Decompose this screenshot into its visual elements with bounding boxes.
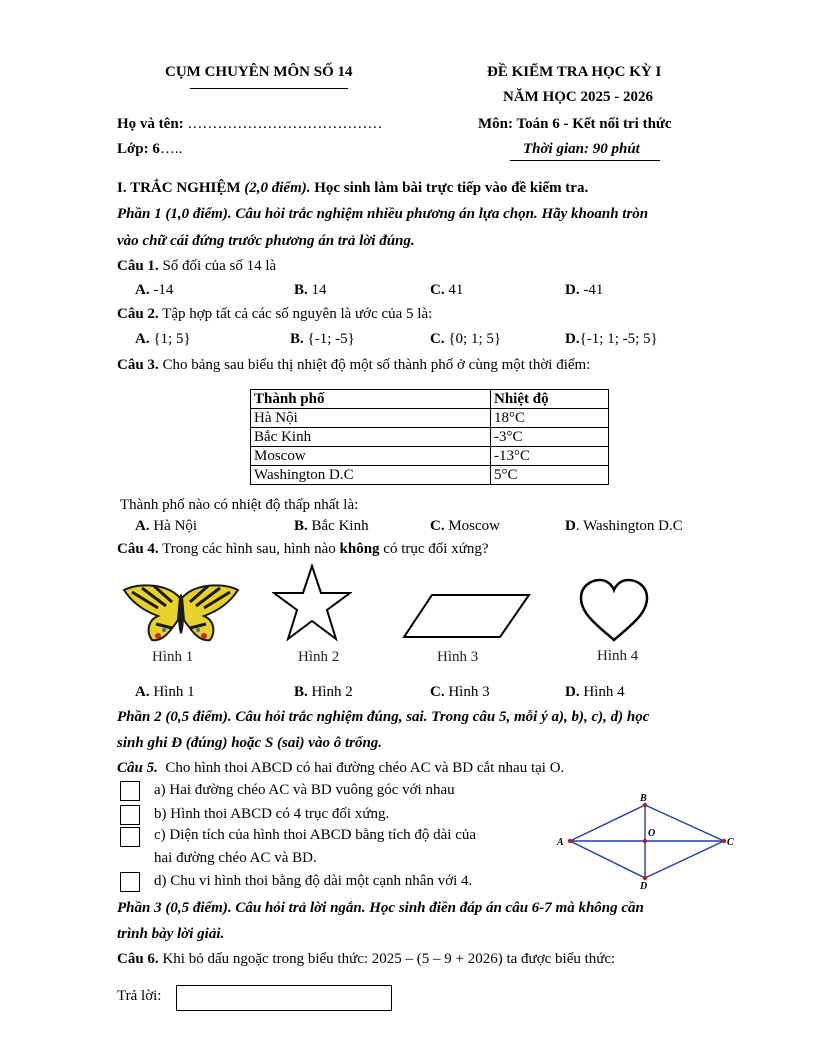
answer-label: Trả lời: [117, 988, 162, 1004]
q5-item-d: d) Chu vi hình thoi bằng độ dài một cạnh nhân với 4. [154, 873, 473, 889]
figure-caption-1: Hình 1 [152, 649, 194, 665]
q3-question: Thành phố nào có nhiệt độ thấp nhất là: [120, 497, 359, 513]
answer-box-b[interactable] [120, 805, 140, 825]
answer-box-d[interactable] [120, 872, 140, 892]
exam-time: Thời gian: 90 phút [523, 141, 640, 157]
school-group-title: CỤM CHUYÊN MÔN SỐ 14 [165, 64, 353, 80]
q2-option-a[interactable]: A. {1; 5} [135, 331, 191, 347]
time-underline [510, 160, 660, 161]
q2-option-b[interactable]: B. {-1; -5} [290, 331, 355, 347]
q2-option-c[interactable]: C. {0; 1; 5} [430, 331, 502, 347]
q4-option-b[interactable]: B. Hình 2 [294, 684, 353, 700]
part3-instruction-2: trình bày lời giải. [117, 926, 225, 942]
subject: Môn: Toán 6 - Kết nối tri thức [478, 116, 672, 132]
point-label-a: A [557, 837, 564, 848]
q5-item-c: c) Diện tích của hình thoi ABCD bằng tích độ dài của [154, 827, 477, 843]
section1-title: I. TRẮC NGHIỆM (2,0 điểm). Học sinh làm bài trực tiếp vào đề kiểm tra. [117, 180, 589, 196]
name-dots: ………………………………… [187, 116, 383, 132]
table-header-row [251, 390, 609, 409]
question-4: Câu 4. Trong các hình sau, hình nào không có trục đối xứng? [117, 541, 489, 557]
table-row: Moscow -13°C [251, 447, 609, 466]
table-header: Nhiệt độ [491, 390, 609, 409]
name-label: Họ và tên: [117, 116, 184, 132]
parallelogram-figure [402, 591, 532, 641]
title-underline [190, 88, 348, 89]
student-name-line[interactable] [117, 116, 382, 133]
figure-caption-2: Hình 2 [298, 649, 340, 665]
class-dots: ….. [159, 141, 183, 157]
answer-box-c[interactable] [120, 827, 140, 847]
figure-caption-4: Hình 4 [597, 648, 639, 664]
q4-option-a[interactable]: A. Hình 1 [135, 684, 195, 700]
part1-instruction-1: Phần 1 (1,0 điểm). Câu hỏi trắc nghiệm nhiều phương án lựa chọn. Hãy khoanh tròn [117, 206, 649, 222]
figure-caption-3: Hình 3 [437, 649, 479, 665]
table-row: Hà Nội 18°C [251, 409, 609, 428]
part3-instruction-1: Phần 3 (0,5 điểm). Câu hỏi trả lời ngắn. Học sinh điền đáp án câu 6-7 mà không cần [117, 900, 644, 916]
part2-instruction-1: Phần 2 (0,5 điểm). Câu hỏi trắc nghiệm đúng, sai. Trong câu 5, mỗi ý a), b), c), d) học [117, 709, 650, 725]
q5-item-b: b) Hình thoi ABCD có 4 trục đối xứng. [154, 806, 390, 822]
q3-option-d[interactable]: D. Washington D.C [565, 518, 683, 534]
q3-option-b[interactable]: B. Bắc Kinh [294, 518, 369, 534]
table-header: Thành phố [251, 390, 491, 409]
answer-input-box[interactable] [176, 985, 392, 1011]
q1-option-d[interactable]: D. -41 [565, 282, 604, 298]
q3-option-c[interactable]: C. Moscow [430, 518, 501, 534]
table-row: Washington D.C 5°C [251, 466, 609, 485]
heart-figure [578, 578, 650, 644]
q4-option-c[interactable]: C. Hình 3 [430, 684, 490, 700]
point-label-d: D [640, 881, 648, 892]
question-1: Câu 1. Số đối của số 14 là [117, 258, 277, 274]
part2-instruction-2: sinh ghi Đ (đúng) hoặc S (sai) vào ô trống. [117, 735, 383, 751]
school-year: NĂM HỌC 2025 - 2026 [503, 89, 653, 105]
q2-option-d[interactable]: D.{-1; 1; -5; 5} [565, 331, 658, 347]
expression: 2025 – (5 – 9 + 2026) [371, 951, 503, 967]
temperature-table [250, 389, 609, 485]
question-2: Câu 2. Tập hợp tất cả các số nguyên là ước của 5 là: [117, 306, 433, 322]
answer-box-a[interactable] [120, 781, 140, 801]
point-label-o: O [648, 828, 656, 839]
q1-option-b[interactable]: B. 14 [294, 282, 327, 298]
table-row: Bắc Kinh -3°C [251, 428, 609, 447]
q1-option-a[interactable]: A. -14 [135, 282, 174, 298]
butterfly-figure [118, 580, 244, 648]
point-label-b: B [640, 793, 647, 804]
q3-option-a[interactable]: A. Hà Nội [135, 518, 198, 534]
q1-option-c[interactable]: C. 41 [430, 282, 464, 298]
rhombus-diagram [550, 792, 740, 892]
part1-instruction-2: vào chữ cái đứng trước phương án trả lời đúng. [117, 233, 415, 249]
q4-option-d[interactable]: D. Hình 4 [565, 684, 625, 700]
q5-item-a: a) Hai đường chéo AC và BD vuông góc với nhau [154, 782, 455, 798]
star-figure [272, 563, 352, 643]
class-label: Lớp: 6 [117, 141, 160, 157]
question-3: Câu 3. Cho bảng sau biểu thị nhiệt độ một số thành phố ở cùng một thời điểm: [117, 357, 591, 373]
q5-item-c-cont: hai đường chéo AC và BD. [154, 850, 317, 866]
question-6: Câu 6. Khi bỏ dấu ngoặc trong biểu thức: 2025 – (5 – 9 + 2026) ta được biểu thức: [117, 951, 616, 967]
point-label-c: C [727, 837, 734, 848]
exam-title: ĐỀ KIỂM TRA HỌC KỲ I [487, 64, 662, 80]
question-5: Câu 5. Cho hình thoi ABCD có hai đường chéo AC và BD cắt nhau tại O. [117, 760, 565, 776]
class-line[interactable] [117, 141, 182, 158]
